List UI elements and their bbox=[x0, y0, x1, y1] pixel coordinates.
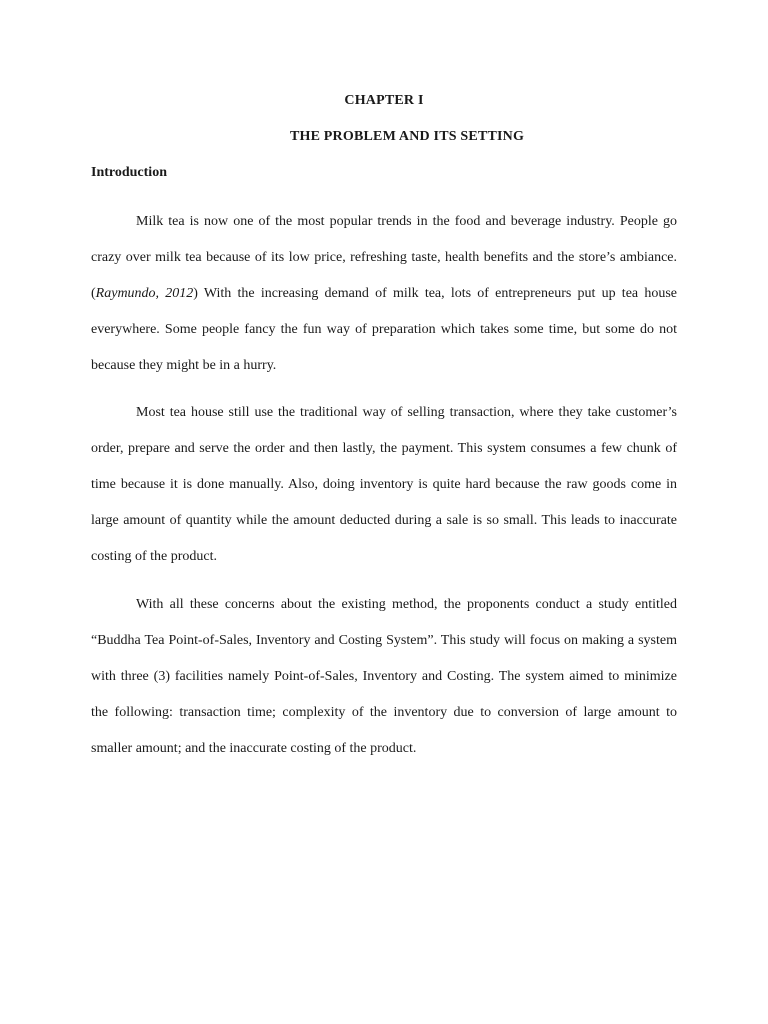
chapter-title: THE PROBLEM AND ITS SETTING bbox=[289, 129, 525, 144]
section-heading-introduction: Introduction bbox=[91, 165, 167, 180]
chapter-heading: CHAPTER I bbox=[344, 93, 424, 108]
paragraph-2: Most tea house still use the traditional way of selling transaction, where they take customer’s order, prepare and serve the order and then lastly, the payment. This system consumes a few chunk of time because it is done manually. Also, doing inventory is quite hard because the raw goods come in large amount of quantity while the amount deducted during a sale is so small. This leads to inaccurate costing of the product. bbox=[91, 405, 677, 564]
paragraph-1-text-start: Milk tea is now one of the most popular trends in the food and beverage industry. People go crazy over milk tea because of its low price, refreshing taste, health benefits and the store’s ambiance. ( bbox=[91, 214, 677, 301]
paragraph-3: With all these concerns about the existing method, the proponents conduct a study entitled “Buddha Tea Point-of-Sales, Inventory and Costing System”. This study will focus on making a system with three (3) facilities namely Point-of-Sales, Inventory and Costing. The system aimed to minimize the following: transaction time; complexity of the inventory due to conversion of large amount to smaller amount; and the inaccurate costing of the product. bbox=[91, 597, 677, 756]
paragraph-1 bbox=[91, 204, 677, 384]
paragraph-1-text-end: ) With the increasing demand of milk tea, lots of entrepreneurs put up tea house everywhere. Some people fancy the fun way of preparation which takes some time, but some do not because they might be in a hurry. bbox=[91, 286, 677, 373]
citation: Raymundo, 2012 bbox=[95, 286, 194, 301]
